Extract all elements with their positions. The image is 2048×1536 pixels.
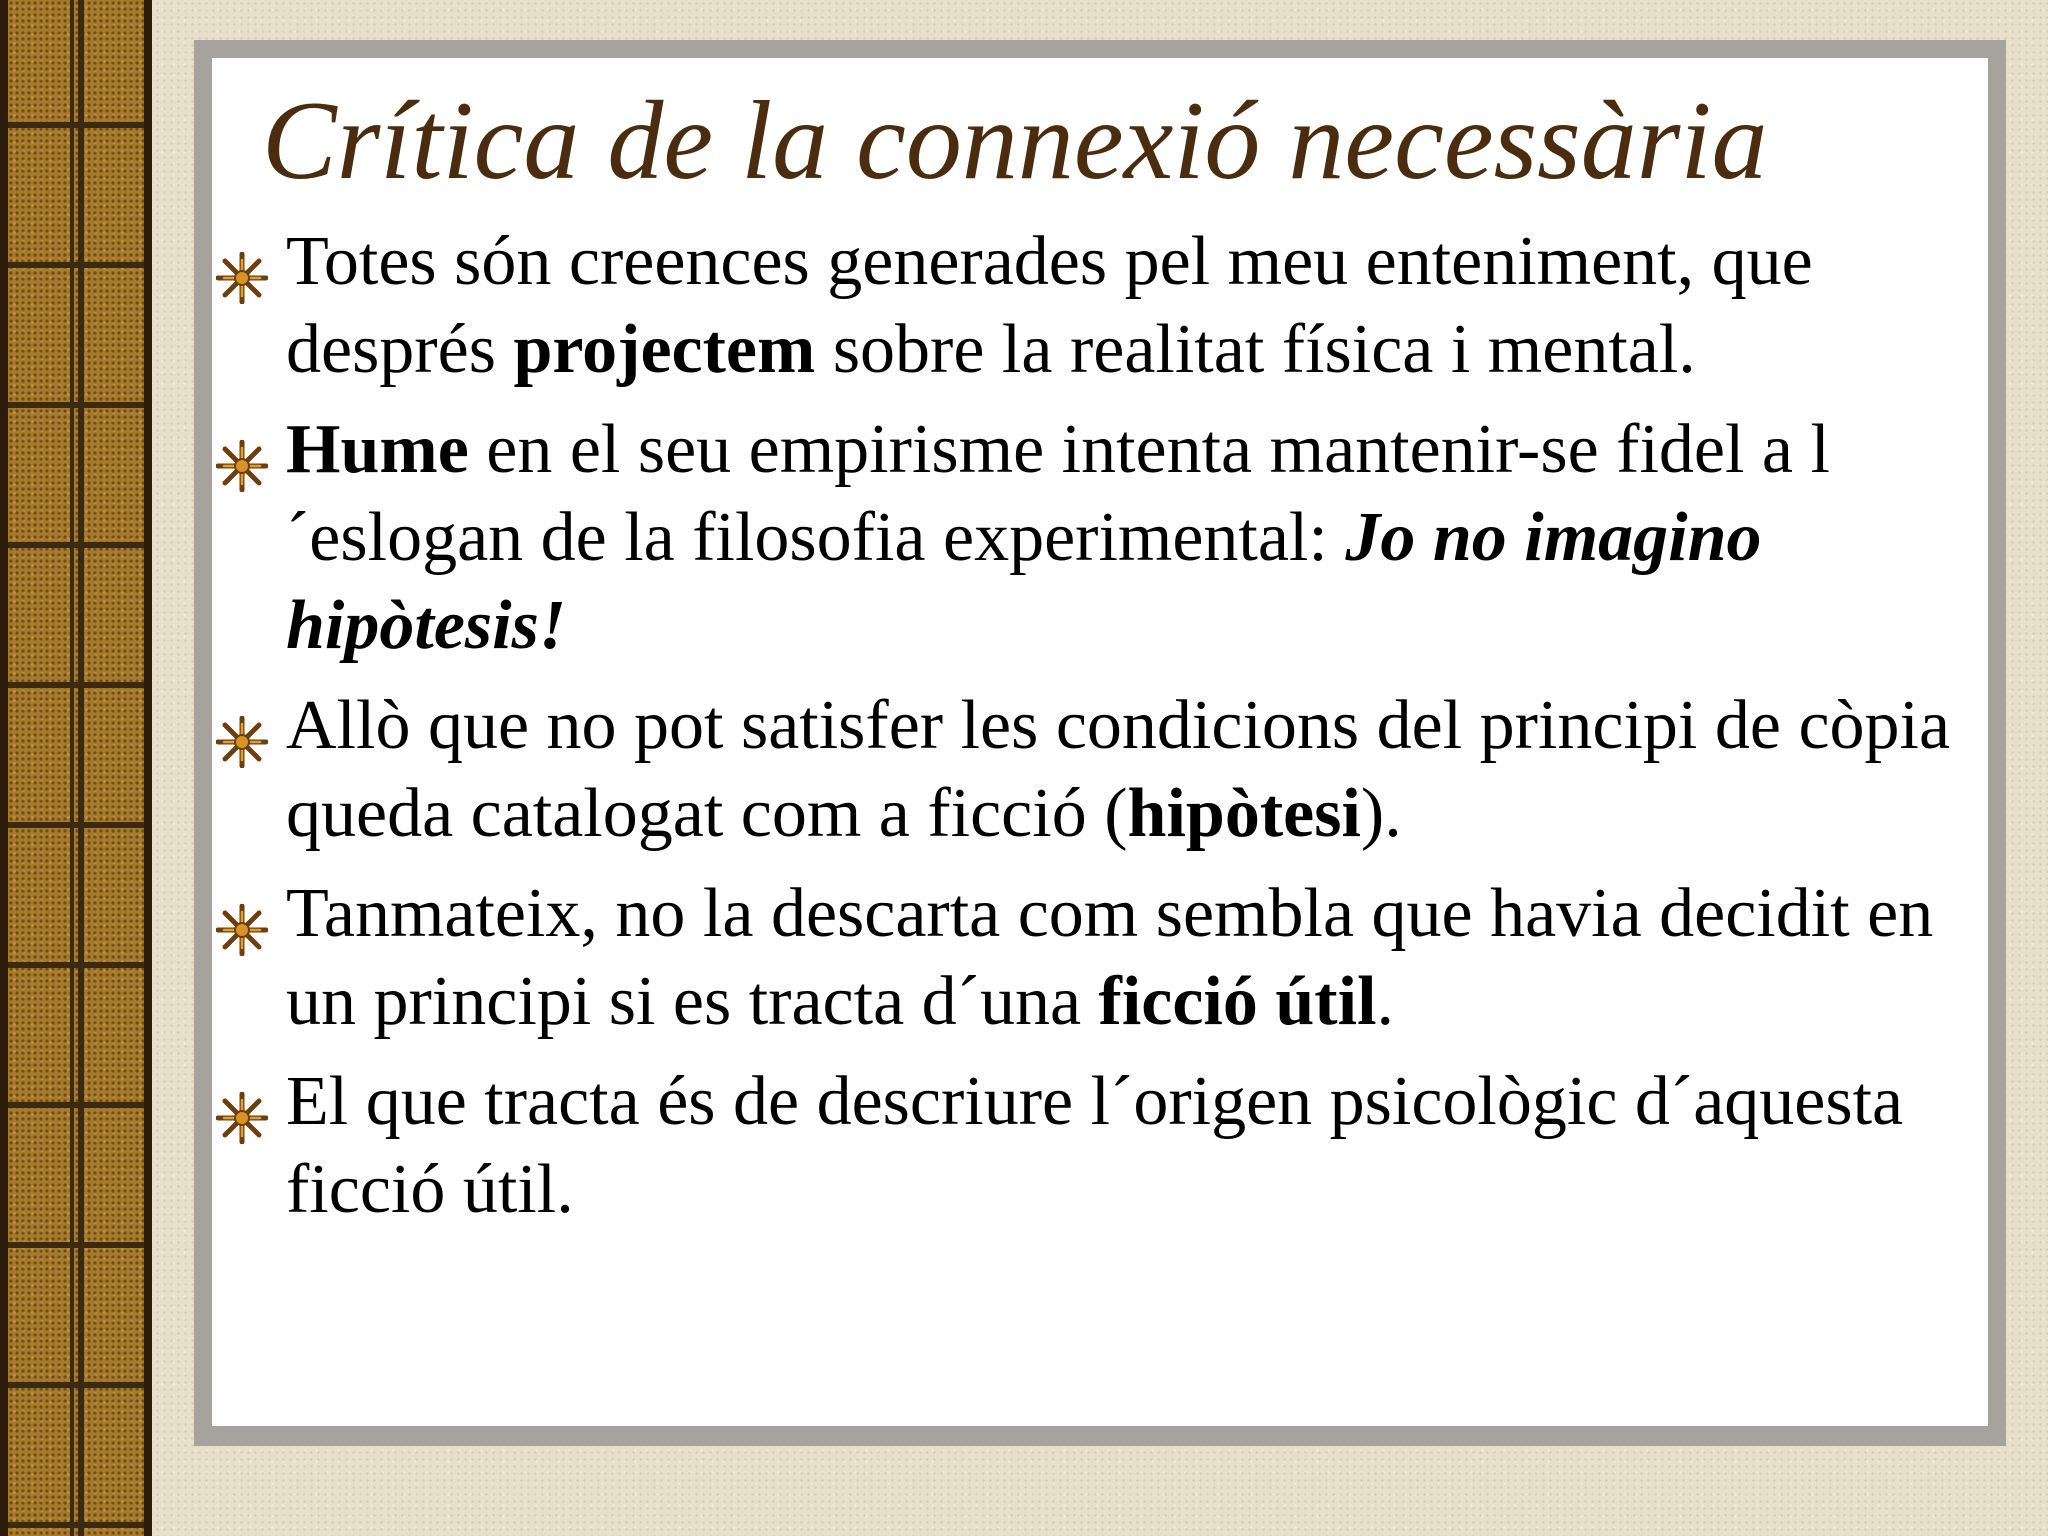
bullet-text <box>286 411 1830 664</box>
bullet-text-part: . <box>1376 963 1395 1040</box>
bullet-text <box>286 223 1813 388</box>
star-burst-icon <box>216 1078 268 1130</box>
star-burst-icon <box>216 426 268 478</box>
decorative-side-border <box>0 0 152 1536</box>
bullet-text-bold: ficció útil <box>1098 963 1377 1040</box>
slide-title: Crítica de la connexió necessària <box>262 79 1768 203</box>
star-burst-icon <box>216 702 268 754</box>
bullet-text-part: Totes són creences generades pel meu enteniment, que després <box>286 223 1813 388</box>
bullet-text-bold: projectem <box>513 311 816 388</box>
bullet-text-part: Tanmateix, no la descarta com sembla que havia decidit en un principi si es tracta d´una <box>286 875 1934 1040</box>
bullet-text <box>286 687 1950 852</box>
bullet-text-bold: Hume <box>286 411 469 488</box>
bullet-item <box>212 870 1972 1046</box>
bullet-item <box>212 218 1972 394</box>
bullet-text <box>286 875 1933 1040</box>
star-burst-icon <box>216 890 268 942</box>
border-line <box>70 0 74 1536</box>
star-burst-icon <box>216 238 268 290</box>
bullet-list <box>212 218 1972 1246</box>
bullet-text-part: en el seu empirisme intenta mantenir-se fidel a l´eslogan de la filosofia experimental: <box>286 411 1830 576</box>
bullet-item <box>212 682 1972 858</box>
bullet-text-part: Allò que no pot satisfer les condicions del principi de còpia queda catalogat com a ficció ( <box>286 687 1951 852</box>
bullet-item <box>212 406 1972 670</box>
bullet-text-part: ). <box>1360 775 1402 852</box>
bullet-text-bold-italic: Jo no imagino hipòtesis! <box>286 499 1762 664</box>
bullet-text-bold: hipòtesi <box>1127 775 1361 852</box>
bullet-item <box>212 1058 1972 1234</box>
bullet-text <box>286 1063 1903 1228</box>
bullet-text-part: sobre la realitat física i mental. <box>815 311 1696 388</box>
slide-panel <box>212 58 1988 1426</box>
bullet-text-part: El que tracta és de descriure l´origen psicològic d´aquesta ficció útil. <box>286 1063 1904 1228</box>
